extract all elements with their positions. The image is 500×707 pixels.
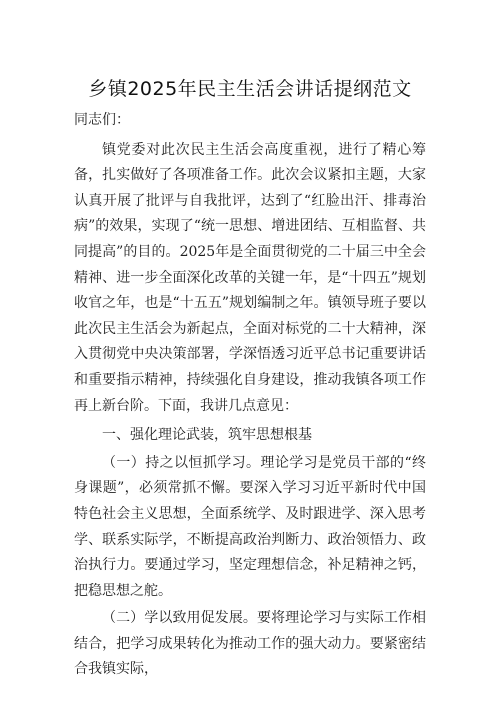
subsection-2-paragraph: （二）学以致用促发展。要将理论学习与实际工作相结合，把学习成果转化为推动工作的强大动力。要紧密结合我镇实际， [74, 610, 426, 678]
salutation: 同志们： [74, 112, 130, 128]
section-heading-1: 一、强化理论武装，筑牢思想根基 [102, 427, 312, 444]
spacer [74, 419, 426, 421]
subsection-1-paragraph: （一）持之以恒抓学习。理论学习是党员干部的“终身课题”，必须常抓不懈。要深入学习习近平新时代中国特色社会主义思想，全面系统学、及时跟进学、深入思考学、联系实际学，不断提高政治判断力、政治领悟力、政治执行力。要通过学习，坚定理想信念，补足精神之钙，把稳思想之舵。 [74, 454, 426, 599]
intro-paragraph: 镇党委对此次民主生活会高度重视，进行了精心筹备，扎实做好了各项准备工作。此次会议紧扣主题，大家认真开展了批评与自我批评，达到了“红脸出汗、排毒治病”的效果，实现了“统一思想、增进团结、互相监督、共同提高”的目的。2025年是全面贯彻党的二十届三中全会精神、进一步全面深化改革的关键一年，是“十四五”规划收官之年，也是“十五五”规划编制之年。镇领导班子要以此次民主生活会为新起点，全面对标党的二十大精神，深入贯彻党中央决策部署，学深悟透习近平总书记重要讲话和重要指示精神，持续强化自身建设，推动我镇各项工作再上新台阶。下面，我讲几点意见： [74, 141, 426, 414]
document-title: 乡镇2025年民主生活会讲话提纲范文 [88, 78, 412, 100]
document-body [74, 104, 426, 683]
